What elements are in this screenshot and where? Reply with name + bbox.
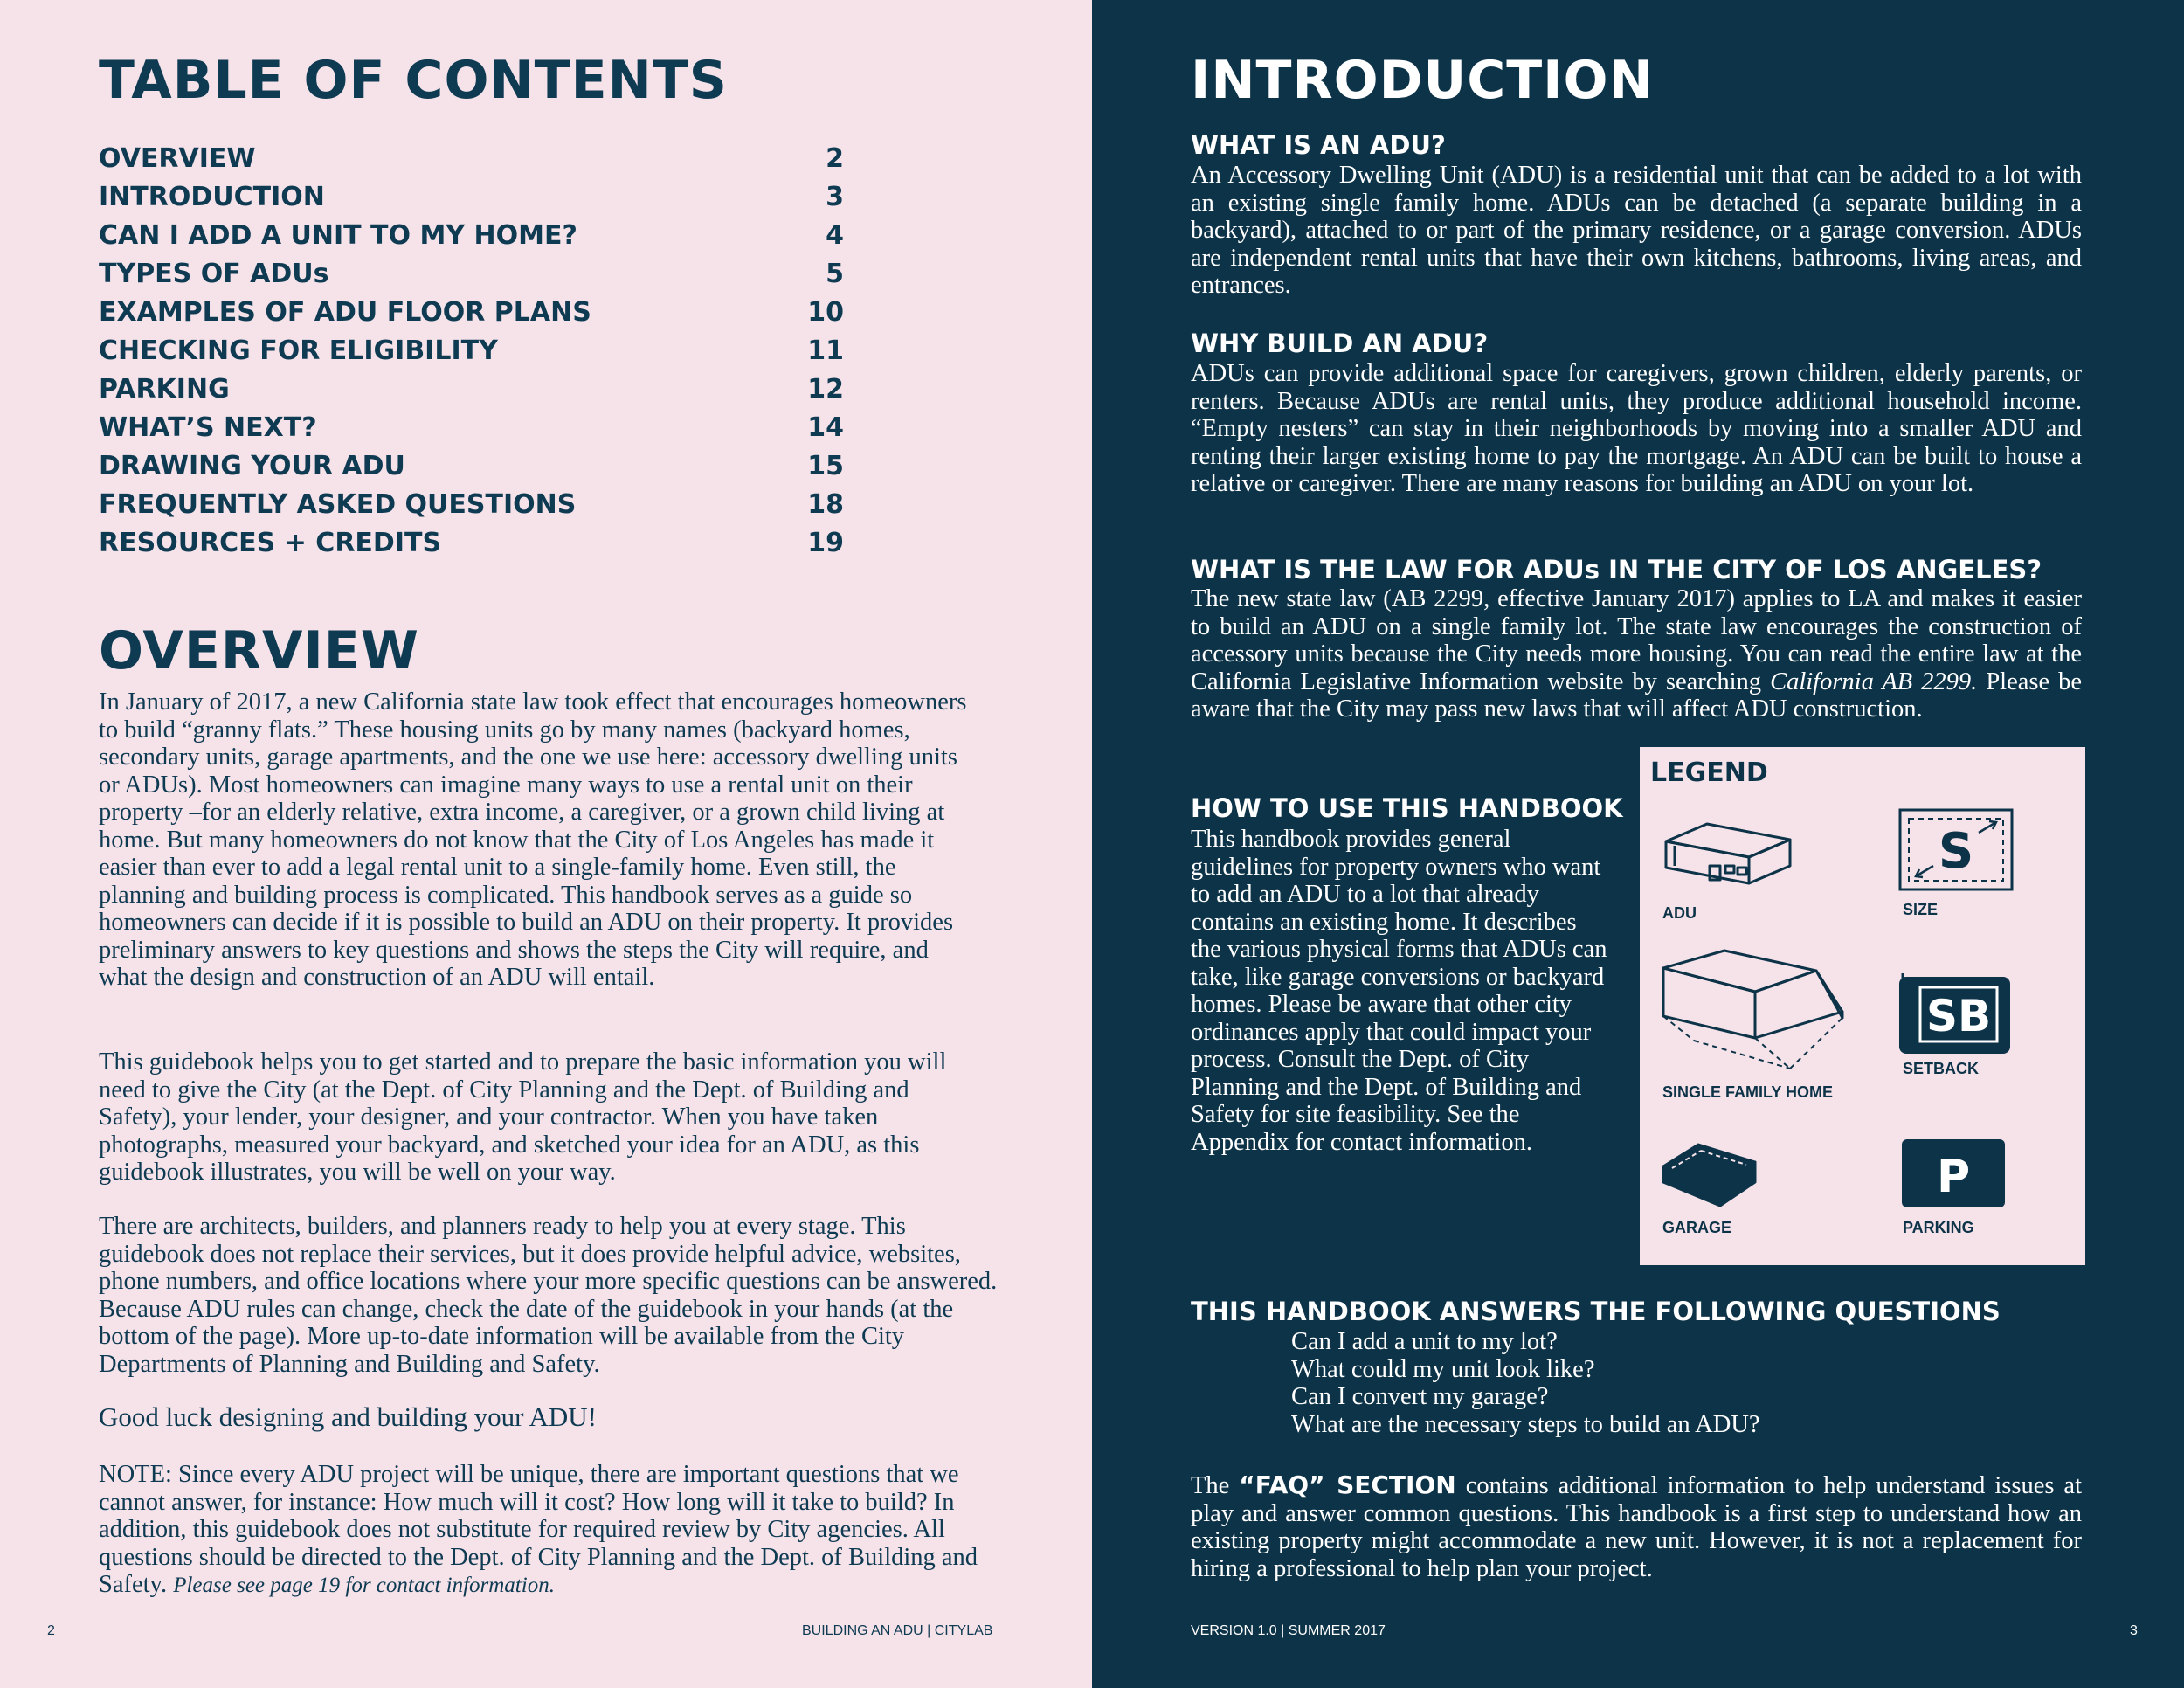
toc-label: FREQUENTLY ASKED QUESTIONS [99, 489, 577, 520]
questions-list [1291, 1328, 1760, 1438]
faq-text: contains additional information to help understand issues at play and answer common questions. This handbook is a first step to understand how an existing property might accommodate a new unit. However, it is not a replacement for hiring a professional to help plan your project. [1191, 1472, 2083, 1582]
law-heading: WHAT IS THE LAW FOR ADUs IN THE CITY OF LOS ANGELES? [1191, 555, 2042, 585]
toc-row [99, 332, 844, 370]
toc-label: OVERVIEW [99, 143, 256, 174]
note-text: NOTE: Since every ADU project will be unique, there are important questions that we cannot answer, for instance: How much will it cost? How long will it take to build? In addition, this guidebook does not substitute for required review by City agencies. All questions should be directed to the Dept. of City Planning and the Dept. of Building and Safety. [99, 1461, 978, 1598]
why-build-heading: WHY BUILD AN ADU? [1191, 329, 1489, 358]
what-is-adu-heading: WHAT IS AN ADU? [1191, 130, 1446, 160]
toc-page-number: 15 [807, 451, 844, 481]
toc-page-number: 11 [807, 336, 844, 366]
law-text: The new state law (AB 2299, effective January 2017) applies to LA and makes it easier to build an ADU on a single family lot. The state law encourages the construction of accessory units because the City needs more housing. You can read the entire law at the California Legislative Information website by searching [1191, 585, 2082, 695]
garage-icon [1659, 1131, 1764, 1214]
toc-row [99, 409, 844, 447]
toc-label: EXAMPLES OF ADU FLOOR PLANS [99, 297, 591, 328]
toc-title: TABLE OF CONTENTS [99, 50, 728, 111]
adu-icon [1659, 815, 1799, 911]
toc-label: RESOURCES + CREDITS [99, 528, 442, 558]
toc-page-number: 5 [826, 259, 844, 289]
law-reference: California AB 2299. [1770, 668, 1978, 695]
how-to-use-text: This handbook provides general guidelines for property owners who want to add an ADU to a lot that already contains an existing home. It describes the various physical forms that ADUs can take, like garage conversions or backyard homes. Please be aware that other city ordinances apply that could impact your process. Consult the Dept. of City Planning and the Dept. of Building and Safety for site feasibility. See the Appendix for contact information. [1191, 826, 1607, 1156]
single-family-home-icon [1659, 946, 1851, 1077]
question-item: Can I convert my garage? [1291, 1383, 1549, 1410]
good-luck-text: Good luck designing and building your ADU! [99, 1401, 598, 1432]
toc-row [99, 447, 844, 486]
toc-page-number: 2 [826, 143, 844, 174]
law-note: Please be aware that the City may pass new laws that will affect ADU construction. [1191, 668, 2083, 723]
question-item: What are the necessary steps to build an ADU? [1291, 1410, 1760, 1438]
questions-heading: THIS HANDBOOK ANSWERS THE FOLLOWING QUESTIONS [1191, 1297, 2001, 1326]
page-number-right: 3 [2130, 1623, 2138, 1638]
toc-page-number: 12 [807, 374, 844, 405]
footer-left: BUILDING AN ADU | CITYLAB [802, 1623, 993, 1638]
legend-adu-label: ADU [1662, 904, 1697, 922]
legend-box [1640, 747, 2085, 1265]
toc-label: TYPES OF ADUs [99, 259, 329, 289]
toc-label: CHECKING FOR ELIGIBILITY [99, 336, 498, 366]
toc-page-number: 18 [807, 489, 844, 520]
legend-garage-label: GARAGE [1662, 1219, 1732, 1236]
toc-row [99, 294, 844, 332]
what-is-adu-text: An Accessory Dwelling Unit (ADU) is a residential unit that can be added to a lot with an existing single family home. ADUs can be detached (a separate building in a backyard), attached to or part of the primary residence, or a garage conversion. ADUs are independent rental units that have their own kitchens, bathrooms, living areas, and entrances. [1191, 162, 2082, 299]
parking-icon [1900, 1138, 2007, 1209]
toc-row [99, 255, 844, 294]
toc-page-number: 10 [807, 297, 844, 328]
size-icon [1898, 808, 2014, 891]
page-number-left: 2 [47, 1623, 55, 1638]
size-icon-letter: S [1938, 823, 1974, 880]
introduction-title: INTRODUCTION [1191, 50, 1654, 111]
parking-icon-letter: P [1936, 1151, 1971, 1203]
legend-title: LEGEND [1650, 758, 1768, 788]
setback-icon-letters: SB [1925, 991, 1992, 1041]
note-contact-reference: Please see page 19 for contact information. [173, 1574, 555, 1597]
overview-paragraph-2: This guidebook helps you to get started and to prepare the basic information you will need to give the City (at the Dept. of City Planning and the Dept. of Building and Safety), your lender, your designer, and your contractor. When you have taken photographs, measured your backyard, and sketched your idea for an ADU, as this guidebook illustrates, you will be well on your way. [99, 1048, 947, 1186]
toc-label: PARKING [99, 374, 230, 405]
faq-intro: The [1191, 1472, 1230, 1499]
legend-setback-label: SETBACK [1903, 1060, 1980, 1077]
faq-section-label: “FAQ” SECTION [1239, 1470, 1456, 1499]
legend-parking-label: PARKING [1903, 1219, 1974, 1236]
toc-label: CAN I ADD A UNIT TO MY HOME? [99, 220, 577, 251]
toc-row [99, 370, 844, 409]
question-item: Can I add a unit to my lot? [1291, 1328, 1558, 1355]
toc-label: DRAWING YOUR ADU [99, 451, 405, 481]
toc-row [99, 524, 844, 563]
footer-right: VERSION 1.0 | SUMMER 2017 [1191, 1623, 1386, 1638]
why-build-text: ADUs can provide additional space for caregivers, grown children, elderly parents, or renters. Because ADUs are rental units, they produce additional household income. “Empty nesters” can stay in their neighborhoods by moving into a smaller ADU and renting their larger existing home to pay the mortgage. An ADU can be built to house a relative or caregiver. There are many reasons for building an ADU on your lot. [1191, 360, 2082, 497]
toc-row [99, 217, 844, 255]
toc-row [99, 486, 844, 524]
setback-icon [1896, 970, 2014, 1057]
overview-paragraph-3: There are architects, builders, and planners ready to help you at every stage. This guidebook does not replace their services, but it does provide helpful advice, websites, phone numbers, and office locations where your more specific questions can be answered. Because ADU rules can change, check the date of the guidebook in your hands (at the bottom of the page). More up-to-date information will be available from the City Departments of Planning and Building and Safety. [99, 1213, 998, 1378]
overview-title: OVERVIEW [99, 620, 419, 681]
toc-page-number: 3 [826, 182, 844, 212]
faq-paragraph [1191, 1471, 2082, 1582]
toc-page-number: 4 [826, 220, 844, 251]
legend-size-label: SIZE [1903, 901, 1939, 918]
toc-page-number: 19 [807, 528, 844, 558]
toc-label: INTRODUCTION [99, 182, 325, 212]
how-to-use-heading: HOW TO USE THIS HANDBOOK [1191, 793, 1623, 823]
toc-row [99, 178, 844, 217]
toc-page-number: 14 [807, 412, 844, 443]
toc-row [99, 140, 844, 178]
overview-paragraph-1: In January of 2017, a new California state law took effect that encourages homeowners to build “granny flats.” These housing units go by many names (backyard homes, secondary units, garage apartments, and the one we use here: accessory dwelling units or ADUs). Most homeowners can imagine many ways to use a rental unit on their property –for an elderly relative, extra income, a caregiver, or a grown child living at home. But many homeowners do not know that the City of Los Angeles has made it easier than ever to add a legal rental unit to a single-family home. Even still, the planning and building process is complicated. This handbook serves as a guide so homeowners can decide if it is possible to build an ADU on their property. It provides preliminary answers to key questions and shows the steps the City will require, and what the design and construction of an ADU will entail. [99, 688, 967, 991]
law-paragraph [1191, 585, 2082, 723]
question-item: What could my unit look like? [1291, 1355, 1595, 1383]
note-paragraph [99, 1461, 990, 1600]
toc-label: WHAT’S NEXT? [99, 412, 317, 443]
legend-single-family-home-label: SINGLE FAMILY HOME [1662, 1083, 1834, 1101]
